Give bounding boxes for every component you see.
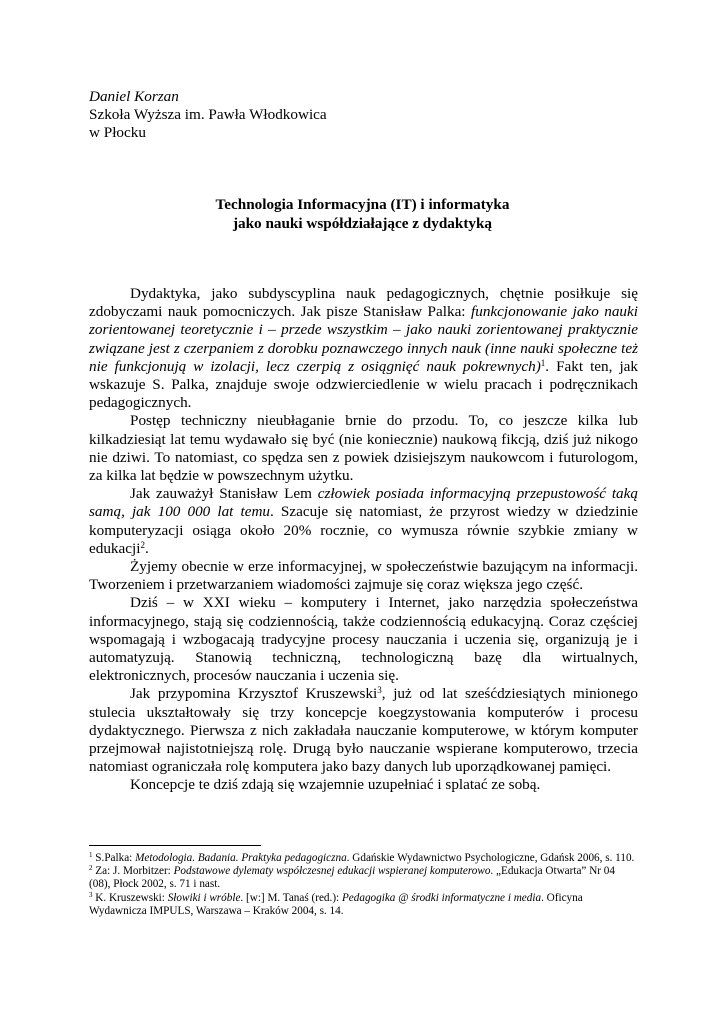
author-name: Daniel Korzan [89,88,179,105]
paragraph-1 [89,285,638,412]
footnote-2-author: Za: J. Morbitzer: [92,865,174,878]
paragraph-3-text-a: Jak zauważył Stanisław Lem [130,485,318,503]
paragraph-7: Koncepcje te dziś zdają się wzajemnie uzupełniać i splatać ze sobą. [130,776,541,794]
footnote-2-publisher: . „Edukacja Otwarta” Nr 04 (08), Płock 2002, s. 71 i nast. [89,865,615,891]
footnote-1 [89,852,638,865]
paragraph-6 [89,685,638,776]
footnote-3-title: Słowiki i wróble [167,891,241,904]
footnote-1-number: 1 [89,851,93,859]
paragraph-3 [89,485,638,558]
footnote-3-editor: . [w:] M. Tanaś (red.): [240,891,342,904]
title-line-2: jako nauki współdziałające z dydaktyką [232,215,493,232]
footnote-2 [89,865,638,891]
paragraph-1-text-a: Dydaktyka, jako subdyscyplina nauk pedagogicznych, chętnie posiłkuje się zdobyczami nauk pomocniczych. Jak pisze Stanisław Palka: [89,285,638,321]
author-block [89,88,327,142]
footnote-3 [89,892,638,918]
footnote-3-publisher: . Oficyna Wydawnicza IMPULS, Warszawa – Kraków 2004, s. 14. [89,891,583,917]
paragraph-6-text-b: , już od lat sześćdziesiątych minionego stulecia ukształtowały się trzy koncepcje koegzystowania komputerów i procesu dydaktycznego. Pierwsza z nich zakładała nauczanie komputerowe, w którym komputer przejmował najistotniejszą rolę. Drugą było nauczanie wspierane komputerowo, trzecia natomiast ograniczała rolę komputera jako bazy danych lub uporządkowanej pamięci. [89,685,638,776]
footnote-ref-3: 3 [377,685,382,696]
footnote-3-book-title: Pedagogika @ środki informatyczne i media [341,891,542,904]
footnote-1-author: S.Palka: [92,852,136,864]
paragraph-3-text-b: . Szacuje się natomiast, że przyrost wiedzy w dziedzinie komputeryzacji osiąga około 20% rocznie, co wymusza równie szybkie zmiany w edukacji [89,503,638,557]
footnote-ref-1: 1 [540,357,546,368]
paragraph-3-text-c: . [144,539,149,557]
author-city: w Płocku [89,124,146,141]
paragraph-6-text-a: Jak przypomina Krzysztof Kruszewski [130,685,378,703]
paragraph-1-text-b: . Fakt ten, jak wskazuje S. Palka, znajduje swoje odzwierciedlenie w wielu pracach i podręcznikach pedagogicznych. [89,357,639,412]
footnote-1-title: Metodologia. Badania. Praktyka pedagogiczna [135,852,347,864]
paragraph-2: Postęp techniczny nieubłaganie brnie do przodu. To, co jeszcze kilka lub kilkadziesiąt lat temu wydawało się być (nie koniecznie) naukową fikcją, dziś już nikogo nie dziwi. To natomiast, co spędza sen z powiek dzisiejszym naukowcom i futurologom, za kilka lat będzie w powszechnym użytku. [89,412,638,485]
footnote-ref-2: 2 [140,539,145,550]
paper-title [0,195,725,233]
footnote-3-number: 3 [89,890,93,899]
paragraph-4: Żyjemy obecnie w erze informacyjnej, w społeczeństwie bazującym na informacji. Tworzeniem i przetwarzaniem wiadomości zajmuje się coraz większa jego część. [89,558,638,594]
footnote-2-number: 2 [89,864,93,873]
palka-quote: funkcjonowanie jako nauki zorientowanej teoretycznie i – przede wszystkim – jako nauki zorientowanej praktycznie związane jest z czerpaniem z dorobku poznawczego innych nauk (inne nauki społeczne też nie funkcjonują w izolacji, lecz czerpią z osiągnięć nauk pokrewnych) [89,303,638,375]
author-institution: Szkoła Wyższa im. Pawła Włodkowica [89,106,327,123]
body-text [89,285,638,795]
paragraph-5: Dziś – w XXI wieku – komputery i Internet, jako narzędzia społeczeństwa informacyjnego, stają się codziennością, także codziennością edukacyjną. Coraz częściej wspomagają i wzbogacają tradycyjne procesy nauczania i uczenia się, organizują je i automatyzują. Stanowią techniczną, technologiczną bazę dla wirtualnych, elektronicznych, procesów nauczania i uczenia się. [89,594,638,685]
footnotes [89,852,638,918]
lem-quote: człowiek posiada informacyjną przepustowość taką samą, jak 100 000 lat temu [89,485,638,521]
footnote-separator [89,845,261,846]
footnote-2-title: Podstawowe dylematy współczesnej edukacji wspieranej komputerowo [173,865,491,878]
title-line-1: Technologia Informacyjna (IT) i informatyka [215,196,510,213]
footnote-3-author: K. Kruszewski: [92,891,168,904]
footnote-1-publisher: . Gdańskie Wydawnictwo Psychologiczne, Gdańsk 2006, s. 110. [346,852,635,864]
